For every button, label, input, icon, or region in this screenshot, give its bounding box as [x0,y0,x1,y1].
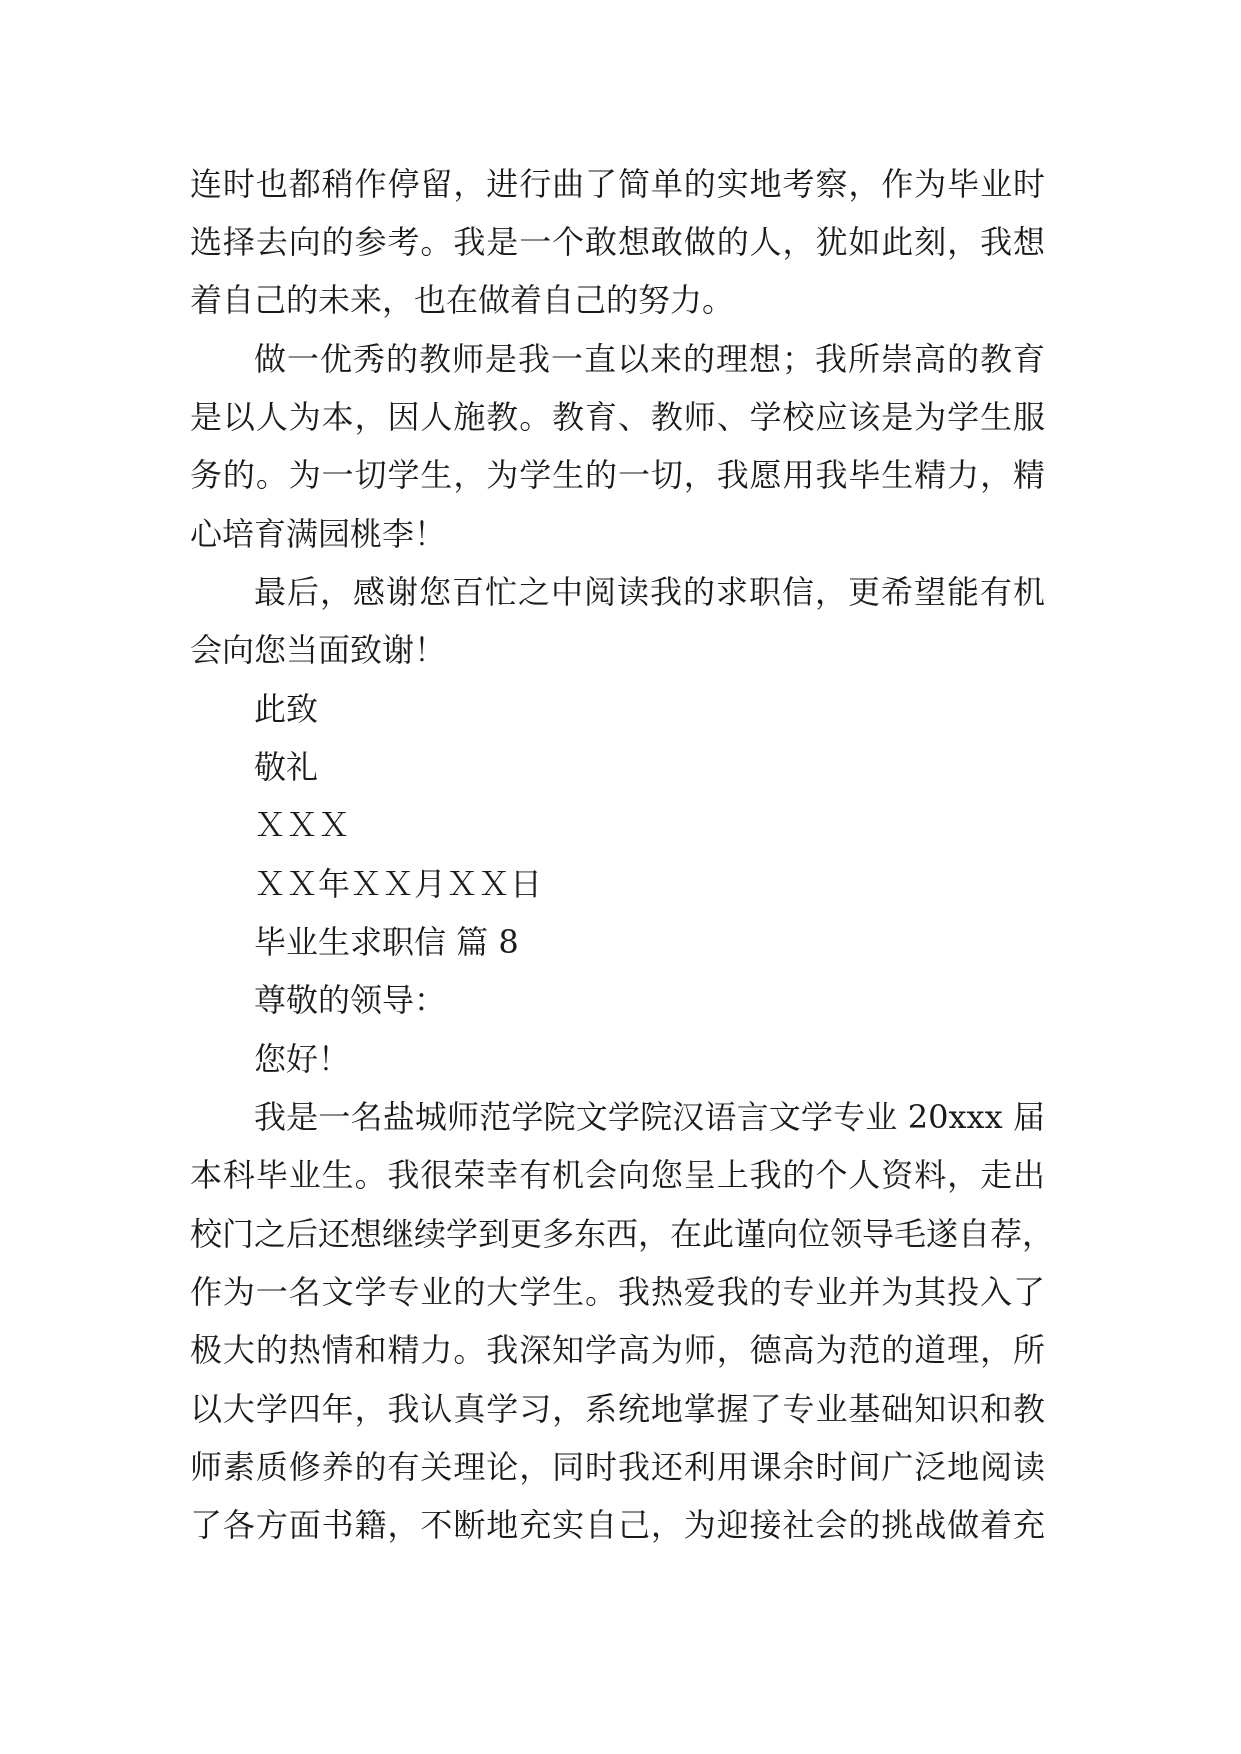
body-line: 以大学四年，我认真学习，系统地掌握了专业基础知识和教 [190,1390,1045,1428]
body-line: 校门之后还想继续学到更多东西，在此谨向位领导毛遂自荐， [190,1215,1055,1253]
section-heading: 毕业生求职信 篇 8 [254,923,519,961]
signature-name: ＸＸＸ [254,806,351,844]
body-line: 最后，感谢您百忙之中阅读我的求职信，更希望能有机 [254,573,1045,611]
body-line: 极大的热情和精力。我深知学高为师，德高为范的道理，所 [190,1331,1045,1369]
greeting-line: 您好！ [254,1040,351,1078]
body-line: 做一优秀的教师是我一直以来的理想；我所崇高的教育 [254,340,1045,378]
body-line: 本科毕业生。我很荣幸有机会向您呈上我的个人资料，走出 [190,1156,1045,1194]
body-line: 选择去向的参考。我是一个敢想敢做的人，犹如此刻，我想 [190,223,1045,261]
body-line: 了各方面书籍，不断地充实自己，为迎接社会的挑战做着充 [190,1506,1045,1544]
body-line: 我是一名盐城师范学院文学院汉语言文学专业 20xxx 届 [254,1098,1045,1136]
closing-regards: 敬礼 [254,748,319,786]
body-line: 心培育满园桃李！ [190,515,447,553]
body-line: 作为一名文学专业的大学生。我热爱我的专业并为其投入了 [190,1273,1045,1311]
body-line: 着自己的未来，也在做着自己的努力。 [190,281,735,319]
greeting-line: 尊敬的领导： [254,981,447,1019]
body-line: 务的。为一切学生，为学生的一切，我愿用我毕生精力，精 [190,456,1045,494]
closing-salutation: 此致 [254,690,319,728]
body-line: 师素质修养的有关理论，同时我还利用课余时间广泛地阅读 [190,1448,1045,1486]
body-line: 连时也都稍作停留，进行曲了简单的实地考察，作为毕业时 [190,165,1045,203]
body-line: 会向您当面致谢！ [190,631,447,669]
signature-date: ＸＸ年ＸＸ月ＸＸ日 [254,865,543,903]
body-line: 是以人为本，因人施教。教育、教师、学校应该是为学生服 [190,398,1045,436]
